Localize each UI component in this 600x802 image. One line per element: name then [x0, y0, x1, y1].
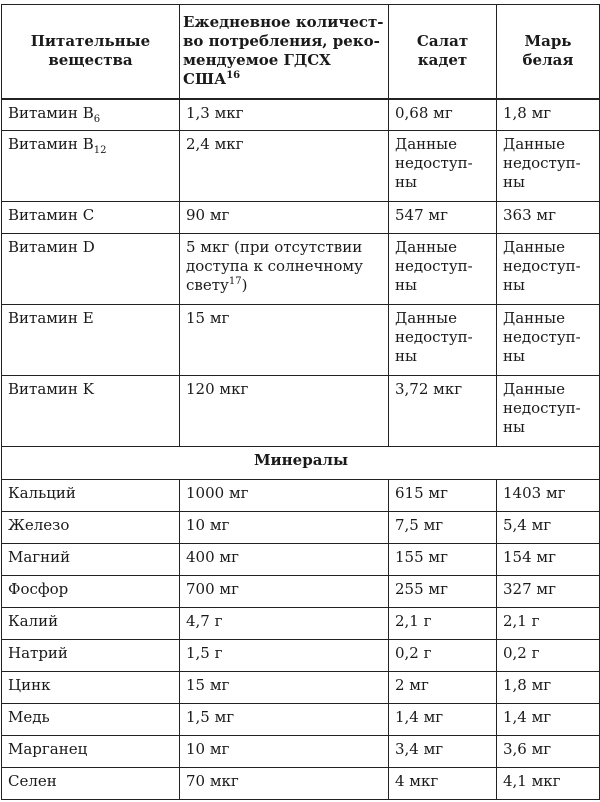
chenopodium-value: Данные недоступ- ны — [497, 305, 600, 376]
table-header — [2, 5, 600, 99]
lettuce-value: 255 мг — [389, 576, 497, 608]
daily-value: 120 мкг — [180, 376, 389, 447]
chenopodium-value: Данные недоступ- ны — [497, 131, 600, 202]
nutrient-name: Калий — [2, 608, 180, 640]
footnote-ref-16: 16 — [226, 70, 241, 82]
nutrient-name: Витамин D — [2, 234, 180, 305]
daily-value: 400 мг — [180, 544, 389, 576]
table-row — [2, 608, 600, 640]
chenopodium-value: 363 мг — [497, 202, 600, 234]
nutrient-name: Селен — [2, 768, 180, 800]
lettuce-value: 4 мкг — [389, 768, 497, 800]
daily-value: 700 мг — [180, 576, 389, 608]
lettuce-value: 0,2 г — [389, 640, 497, 672]
table-row — [2, 704, 600, 736]
lettuce-value: Данные недоступ- ны — [389, 234, 497, 305]
daily-value: 4,7 г — [180, 608, 389, 640]
lettuce-value: 2,1 г — [389, 608, 497, 640]
minerals-section-title: Минералы — [2, 447, 600, 480]
daily-value: 10 мг — [180, 736, 389, 768]
lettuce-value: 2 мг — [389, 672, 497, 704]
chenopodium-value: 5,4 мг — [497, 512, 600, 544]
chenopodium-value: 4,1 мкг — [497, 768, 600, 800]
nutrient-name: Медь — [2, 704, 180, 736]
nutrient-name: Кальций — [2, 480, 180, 512]
daily-value: 1,3 мкг — [180, 99, 389, 131]
header-chenopodium: Марь белая — [497, 5, 600, 99]
chenopodium-value: 327 мг — [497, 576, 600, 608]
nutrient-name: Железо — [2, 512, 180, 544]
table-row — [2, 480, 600, 512]
lettuce-value: 547 мг — [389, 202, 497, 234]
section-row — [2, 447, 600, 480]
header-nutrient: Питательные вещества — [2, 5, 180, 99]
header-daily-intake — [180, 5, 389, 99]
chenopodium-value: 1,8 мг — [497, 672, 600, 704]
daily-value — [180, 234, 389, 305]
chenopodium-value: 0,2 г — [497, 640, 600, 672]
chenopodium-value: 1,4 мг — [497, 704, 600, 736]
daily-value: 10 мг — [180, 512, 389, 544]
daily-text: 5 мкг (при отсутствии доступа к солнечному свету — [186, 238, 363, 294]
nutrient-name: Витамин E — [2, 305, 180, 376]
daily-value: 15 мг — [180, 305, 389, 376]
lettuce-value: 0,68 мг — [389, 99, 497, 131]
daily-value: 1,5 г — [180, 640, 389, 672]
header-lettuce: Салат кадет — [389, 5, 497, 99]
chenopodium-value: 1,8 мг — [497, 99, 600, 131]
vitamin-subscript: 12 — [93, 145, 107, 156]
chenopodium-value: 2,1 г — [497, 608, 600, 640]
vitamin-name: Витамин B — [8, 103, 94, 122]
vitamin-name: Витамин B — [8, 135, 94, 153]
vitamin-subscript: 6 — [93, 113, 101, 125]
nutrient-name — [2, 99, 180, 131]
daily-value: 90 мг — [180, 202, 389, 234]
daily-value: 1,5 мг — [180, 704, 389, 736]
header-row — [2, 5, 600, 99]
nutrient-name: Цинк — [2, 672, 180, 704]
vitamins-body — [2, 99, 600, 800]
table-row — [2, 305, 600, 376]
table-row — [2, 202, 600, 234]
daily-value: 70 мкг — [180, 768, 389, 800]
nutrient-name — [2, 131, 180, 202]
nutrient-name: Магний — [2, 544, 180, 576]
daily-text-tail: ) — [241, 276, 248, 294]
table-row — [2, 544, 600, 576]
lettuce-value: 3,72 мкг — [389, 376, 497, 447]
chenopodium-value: 154 мг — [497, 544, 600, 576]
daily-value: 2,4 мкг — [180, 131, 389, 202]
table-row — [2, 234, 600, 305]
table-row — [2, 672, 600, 704]
lettuce-value: 7,5 мг — [389, 512, 497, 544]
chenopodium-value: 3,6 мг — [497, 736, 600, 768]
table-row — [2, 768, 600, 800]
table-row — [2, 376, 600, 447]
footnote-ref-17: 17 — [228, 276, 242, 287]
nutrient-name: Фосфор — [2, 576, 180, 608]
chenopodium-value: 1403 мг — [497, 480, 600, 512]
nutrient-name: Марганец — [2, 736, 180, 768]
lettuce-value: 615 мг — [389, 480, 497, 512]
table-row — [2, 640, 600, 672]
header-daily-text: Ежедневное количест-во потребления, реко-мендуемое ГДСХ США — [183, 13, 384, 89]
lettuce-value: Данные недоступ- ны — [389, 131, 497, 202]
nutrient-table — [1, 4, 600, 800]
lettuce-value: 1,4 мг — [389, 704, 497, 736]
daily-value: 1000 мг — [180, 480, 389, 512]
table-row — [2, 512, 600, 544]
chenopodium-value: Данные недоступ- ны — [497, 376, 600, 447]
nutrient-name: Натрий — [2, 640, 180, 672]
chenopodium-value: Данные недоступ- ны — [497, 234, 600, 305]
table-row — [2, 99, 600, 131]
nutrient-name: Витамин K — [2, 376, 180, 447]
daily-value: 15 мг — [180, 672, 389, 704]
lettuce-value: Данные недоступ- ны — [389, 305, 497, 376]
nutrient-name: Витамин C — [2, 202, 180, 234]
lettuce-value: 3,4 мг — [389, 736, 497, 768]
table-row — [2, 131, 600, 202]
lettuce-value: 155 мг — [389, 544, 497, 576]
table-row — [2, 736, 600, 768]
table-row — [2, 576, 600, 608]
